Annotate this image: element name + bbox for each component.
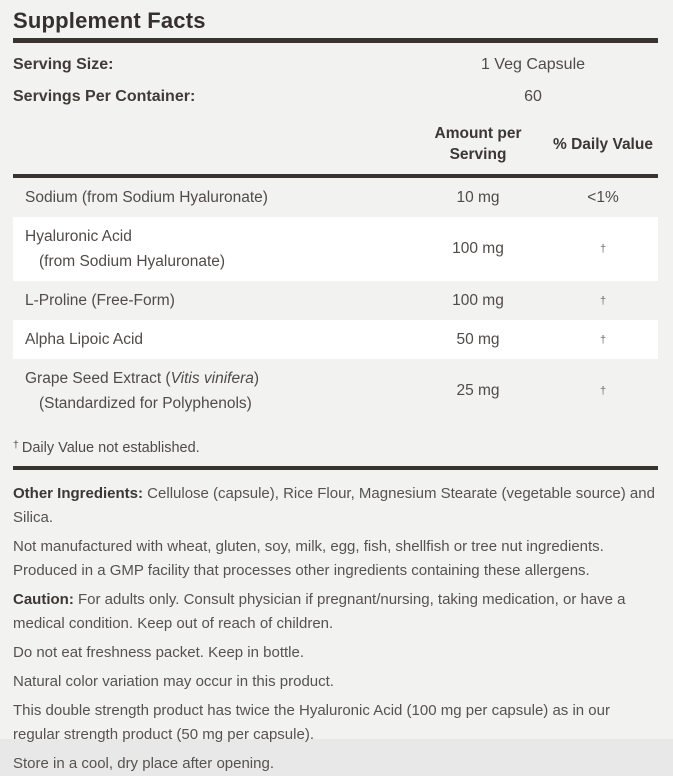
fine-print-section	[13, 482, 658, 776]
panel-title: Supplement Facts	[13, 8, 206, 33]
serving-size-row	[13, 55, 658, 75]
nutrient-daily-value: <1%	[587, 188, 619, 206]
nutrient-species-name: Vitis vinifera	[170, 370, 254, 387]
footnote-divider	[13, 466, 658, 470]
column-header-daily-value: % Daily Value	[553, 135, 653, 153]
other-ingredients-text: Cellulose (capsule), Rice Flour, Magnesium Stearate (vegetable source) and Silica.	[13, 485, 655, 526]
caution-paragraph	[13, 588, 658, 636]
nutrient-daily-value-dagger: †	[599, 333, 607, 346]
column-header-amount	[408, 123, 548, 165]
nutrient-amount: 50 mg	[456, 330, 500, 348]
dagger-symbol: †	[13, 439, 19, 451]
double-strength-paragraph	[13, 699, 658, 747]
table-header-row	[13, 123, 658, 178]
nutrient-daily-value-dagger: †	[599, 243, 607, 255]
nutrient-name: L-Proline (Free-Form)	[25, 292, 175, 309]
servings-per-container-row	[13, 87, 658, 107]
nutrient-daily-value-dagger: †	[599, 294, 607, 307]
panel-content	[13, 0, 658, 776]
other-ingredients-label: Other Ingredients:	[13, 485, 144, 502]
nutrient-amount: 100 mg	[452, 291, 504, 309]
nutrient-row-l-proline	[13, 281, 658, 320]
nutrient-name: Alpha Lipoic Acid	[25, 331, 144, 348]
column-header-amount-line1: Amount per	[434, 125, 522, 142]
servings-per-container-label: Servings Per Container:	[13, 88, 196, 105]
footnote-text: Daily Value not established.	[21, 440, 200, 456]
caution-label: Caution:	[13, 591, 74, 608]
color-variation-text: Natural color variation may occur in this product.	[13, 673, 334, 690]
storage-paragraph	[13, 752, 658, 776]
other-ingredients-paragraph	[13, 482, 658, 530]
nutrient-name-prefix: Grape Seed Extract (	[25, 370, 171, 387]
freshness-packet-paragraph	[13, 641, 658, 665]
color-variation-paragraph	[13, 670, 658, 694]
title-divider	[13, 38, 658, 43]
nutrient-name-suffix: )	[253, 370, 260, 387]
storage-text: Store in a cool, dry place after opening.	[13, 755, 274, 772]
nutrient-row-sodium	[13, 178, 658, 217]
nutrient-amount: 100 mg	[452, 240, 504, 257]
allergen-text: Not manufactured with wheat, gluten, soy, milk, egg, fish, shellfish or tree nut ingredients. Produced in a GMP facility that processes other ingredients containing these allergens.	[13, 538, 604, 579]
nutrient-name-line2: (from Sodium Hyaluronate)	[39, 253, 226, 270]
nutrient-row-hyaluronic-acid	[13, 217, 658, 281]
nutrient-daily-value-dagger: †	[599, 385, 607, 397]
allergen-paragraph	[13, 535, 658, 583]
freshness-packet-text: Do not eat freshness packet. Keep in bottle.	[13, 644, 305, 661]
servings-per-container-value: 60	[524, 88, 542, 105]
nutrient-name-line1: Hyaluronic Acid	[25, 228, 132, 245]
caution-text: For adults only. Consult physician if pregnant/nursing, taking medication, or have a medical condition. Keep out of reach of children.	[13, 591, 626, 632]
nutrient-amount: 25 mg	[456, 382, 500, 399]
daily-value-footnote	[13, 436, 658, 457]
nutrient-name-line2: (Standardized for Polyphenols)	[39, 395, 252, 412]
nutrient-name-line1	[25, 370, 259, 387]
nutrient-amount: 10 mg	[456, 188, 500, 206]
nutrient-row-alpha-lipoic-acid	[13, 320, 658, 359]
double-strength-text: This double strength product has twice the Hyaluronic Acid (100 mg per capsule) as in our regular strength product (50 mg per capsule).	[13, 702, 610, 743]
nutrient-name	[13, 227, 408, 271]
column-header-amount-line2: Serving	[449, 146, 507, 163]
serving-size-value: 1 Veg Capsule	[480, 56, 586, 73]
nutrient-name	[13, 369, 408, 413]
nutrient-name: Sodium (from Sodium Hyaluronate)	[25, 189, 268, 206]
nutrient-row-grape-seed-extract	[13, 359, 658, 423]
serving-size-label: Serving Size:	[13, 56, 114, 73]
